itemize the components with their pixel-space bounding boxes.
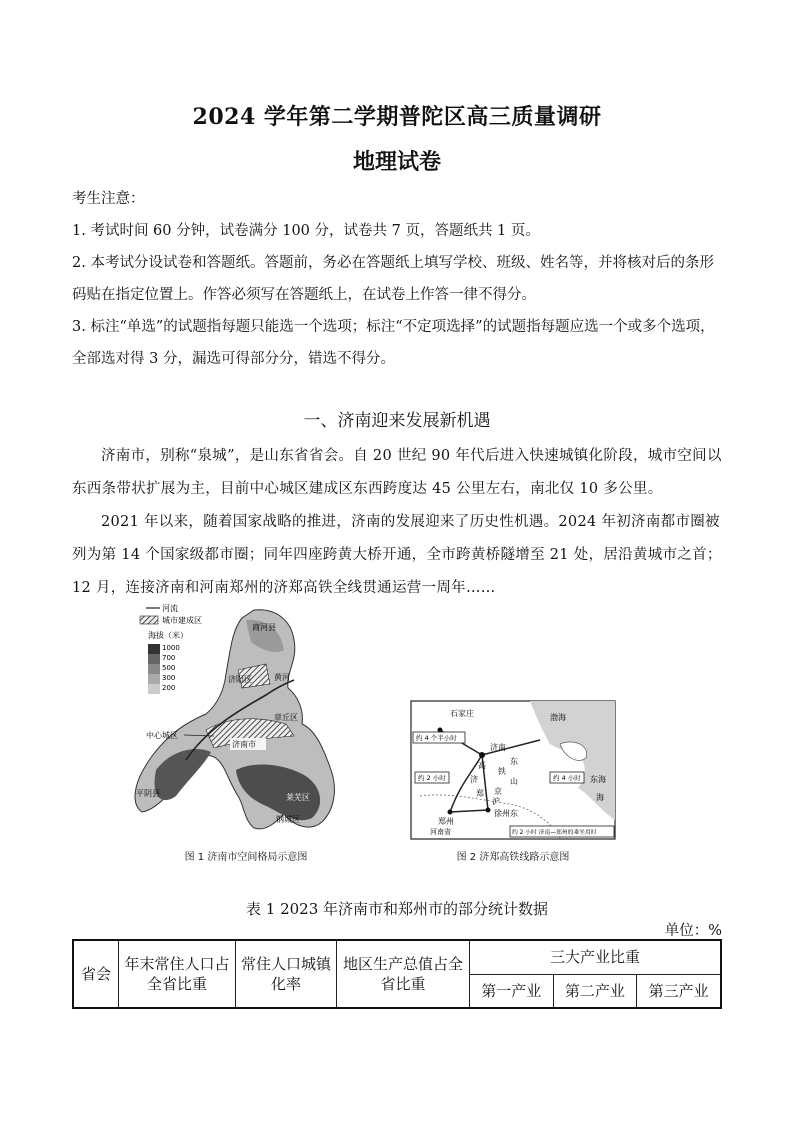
label-laiwu: 莱芜区 <box>286 793 310 802</box>
box-t45-text: 约 4 个半小时 <box>416 734 457 742</box>
label-zhangqiu: 章丘区 <box>274 713 298 722</box>
label-tie: 铁 <box>498 767 506 776</box>
box-legend-text: 约 2 小时 济南—郑州的乘坐用时 <box>512 830 597 836</box>
box-t4-text: 约 4 小时 <box>553 774 581 782</box>
header-industry: 三大产业比重 <box>470 940 722 974</box>
elev-500: 500 <box>162 664 176 672</box>
elev-200: 200 <box>162 684 176 692</box>
elev-700: 700 <box>162 654 176 662</box>
label-bohai: 渤海 <box>550 713 566 722</box>
label-jing: 京 <box>494 787 502 796</box>
label-zheng: 郑 <box>476 789 484 798</box>
header-tertiary: 第三产业 <box>637 974 721 1008</box>
figure-2 <box>410 700 620 870</box>
section-heading: 一、济南迎来发展新机遇 <box>303 411 491 431</box>
elev-swatch-1000 <box>148 644 160 654</box>
section-body <box>72 440 724 605</box>
header-gdp: 地区生产总值占全省比重 <box>337 940 470 1008</box>
label-pingyin: 平阴县 <box>136 789 160 798</box>
notice-item-2: 2. 本考试分设试卷和答题纸。答题前，务必在答题纸上填写学校、班级、姓名等，并将核对后的条形码贴在指定位置上。作答必须写在答题纸上，在试卷上作答一律不得分。 <box>72 255 714 303</box>
label-center: 中心城区 <box>146 731 178 740</box>
label-jinan: 济南市 <box>232 740 256 749</box>
label-zhengzhou: 郑州 <box>438 817 454 826</box>
paragraph-1: 济南市，别称“泉城”，是山东省省会。自 20 世纪 90 年代后进入快速城镇化阶段，城市空间以东西条带状扩展为主，目前中心城区建成区东西跨度达 45 公里左右，南北仅 10 多公里。 <box>72 448 722 497</box>
figure-1-caption: 图 1 济南市空间格局示意图 <box>184 852 308 863</box>
label-east: 东 <box>510 757 518 766</box>
label-shijiazhuang: 石家庄 <box>450 709 474 718</box>
label-huanghe: 黄河 <box>274 673 290 682</box>
header-province: 省会 <box>73 940 119 1008</box>
label-sea2: 海 <box>596 793 604 802</box>
label-sea: 东海 <box>590 775 606 784</box>
header-population: 年末常住人口占全省比重 <box>119 940 236 1008</box>
label-shan: 山 <box>510 777 518 786</box>
elev-swatch-200 <box>148 684 160 694</box>
label-jinan2: 济南 <box>490 743 506 752</box>
label-xuzhoudong: 徐州东 <box>494 809 518 818</box>
figure-2-caption: 图 2 济郑高铁线路示意图 <box>456 852 570 863</box>
exam-subtitle: 地理试卷 <box>352 149 441 175</box>
elev-300: 300 <box>162 674 176 682</box>
elev-1000: 1000 <box>162 644 180 652</box>
header-secondary: 第二产业 <box>553 974 637 1008</box>
label-gao: 高 <box>478 761 486 770</box>
box-t2-text: 约 2 小时 <box>418 774 446 782</box>
legend-river: 河流 <box>162 604 178 613</box>
elev-swatch-500 <box>148 664 160 674</box>
exam-title: 2024 学年第二学期普陀区高三质量调研 <box>192 104 602 130</box>
rail-map <box>410 700 616 840</box>
jinan-map <box>126 600 356 845</box>
notice-heading: 考生注意： <box>72 191 145 207</box>
urban-legend-swatch <box>140 616 158 624</box>
stats-table <box>72 939 722 1009</box>
header-primary: 第一产业 <box>470 974 554 1008</box>
label-shanghe: 商河县 <box>252 623 276 632</box>
notice-item-1: 1. 考试时间 60 分钟，试卷满分 100 分，试卷共 7 页，答题纸共 1 页。 <box>72 223 540 239</box>
elev-swatch-300 <box>148 674 160 684</box>
label-henan: 河南省 <box>430 828 451 836</box>
label-ji: 济 <box>470 775 478 784</box>
table-unit: 单位：% <box>664 923 722 939</box>
table-caption: 表 1 2023 年济南市和郑州市的部分统计数据 <box>245 900 549 918</box>
elev-swatch-700 <box>148 654 160 664</box>
station-jinan <box>479 752 485 758</box>
label-hu: 沪 <box>492 797 500 806</box>
notice-item-3: 3. 标注“单选”的试题指每题只能选一个选项；标注“不定项选择”的试题指每题应选一个或多个选项，全部选对得 3 分，漏选可得部分分，错选不得分。 <box>72 319 715 367</box>
paragraph-2: 2021 年以来，随着国家战略的推进，济南的发展迎来了历史性机遇。2024 年初济南都市圈被列为第 14 个国家级都市圈；同年四座跨黄大桥开通，全市跨黄桥隧增至 21 处，居沿黄城市之首；12 月，连接济南和河南郑州的济郑高铁全线贯通运营一周年…… <box>72 514 722 596</box>
notice-block <box>72 183 724 375</box>
station-zhengzhou <box>448 810 453 815</box>
station-xuzhou <box>486 808 491 813</box>
figure-1 <box>126 600 356 870</box>
legend-urban: 城市建成区 <box>162 616 202 625</box>
label-jiyang: 济阳区 <box>228 675 252 684</box>
legend-elev-title: 海拔（米） <box>148 631 188 640</box>
label-gangcheng: 钢城区 <box>276 815 300 824</box>
header-urbanization: 常住人口城镇化率 <box>236 940 337 1008</box>
